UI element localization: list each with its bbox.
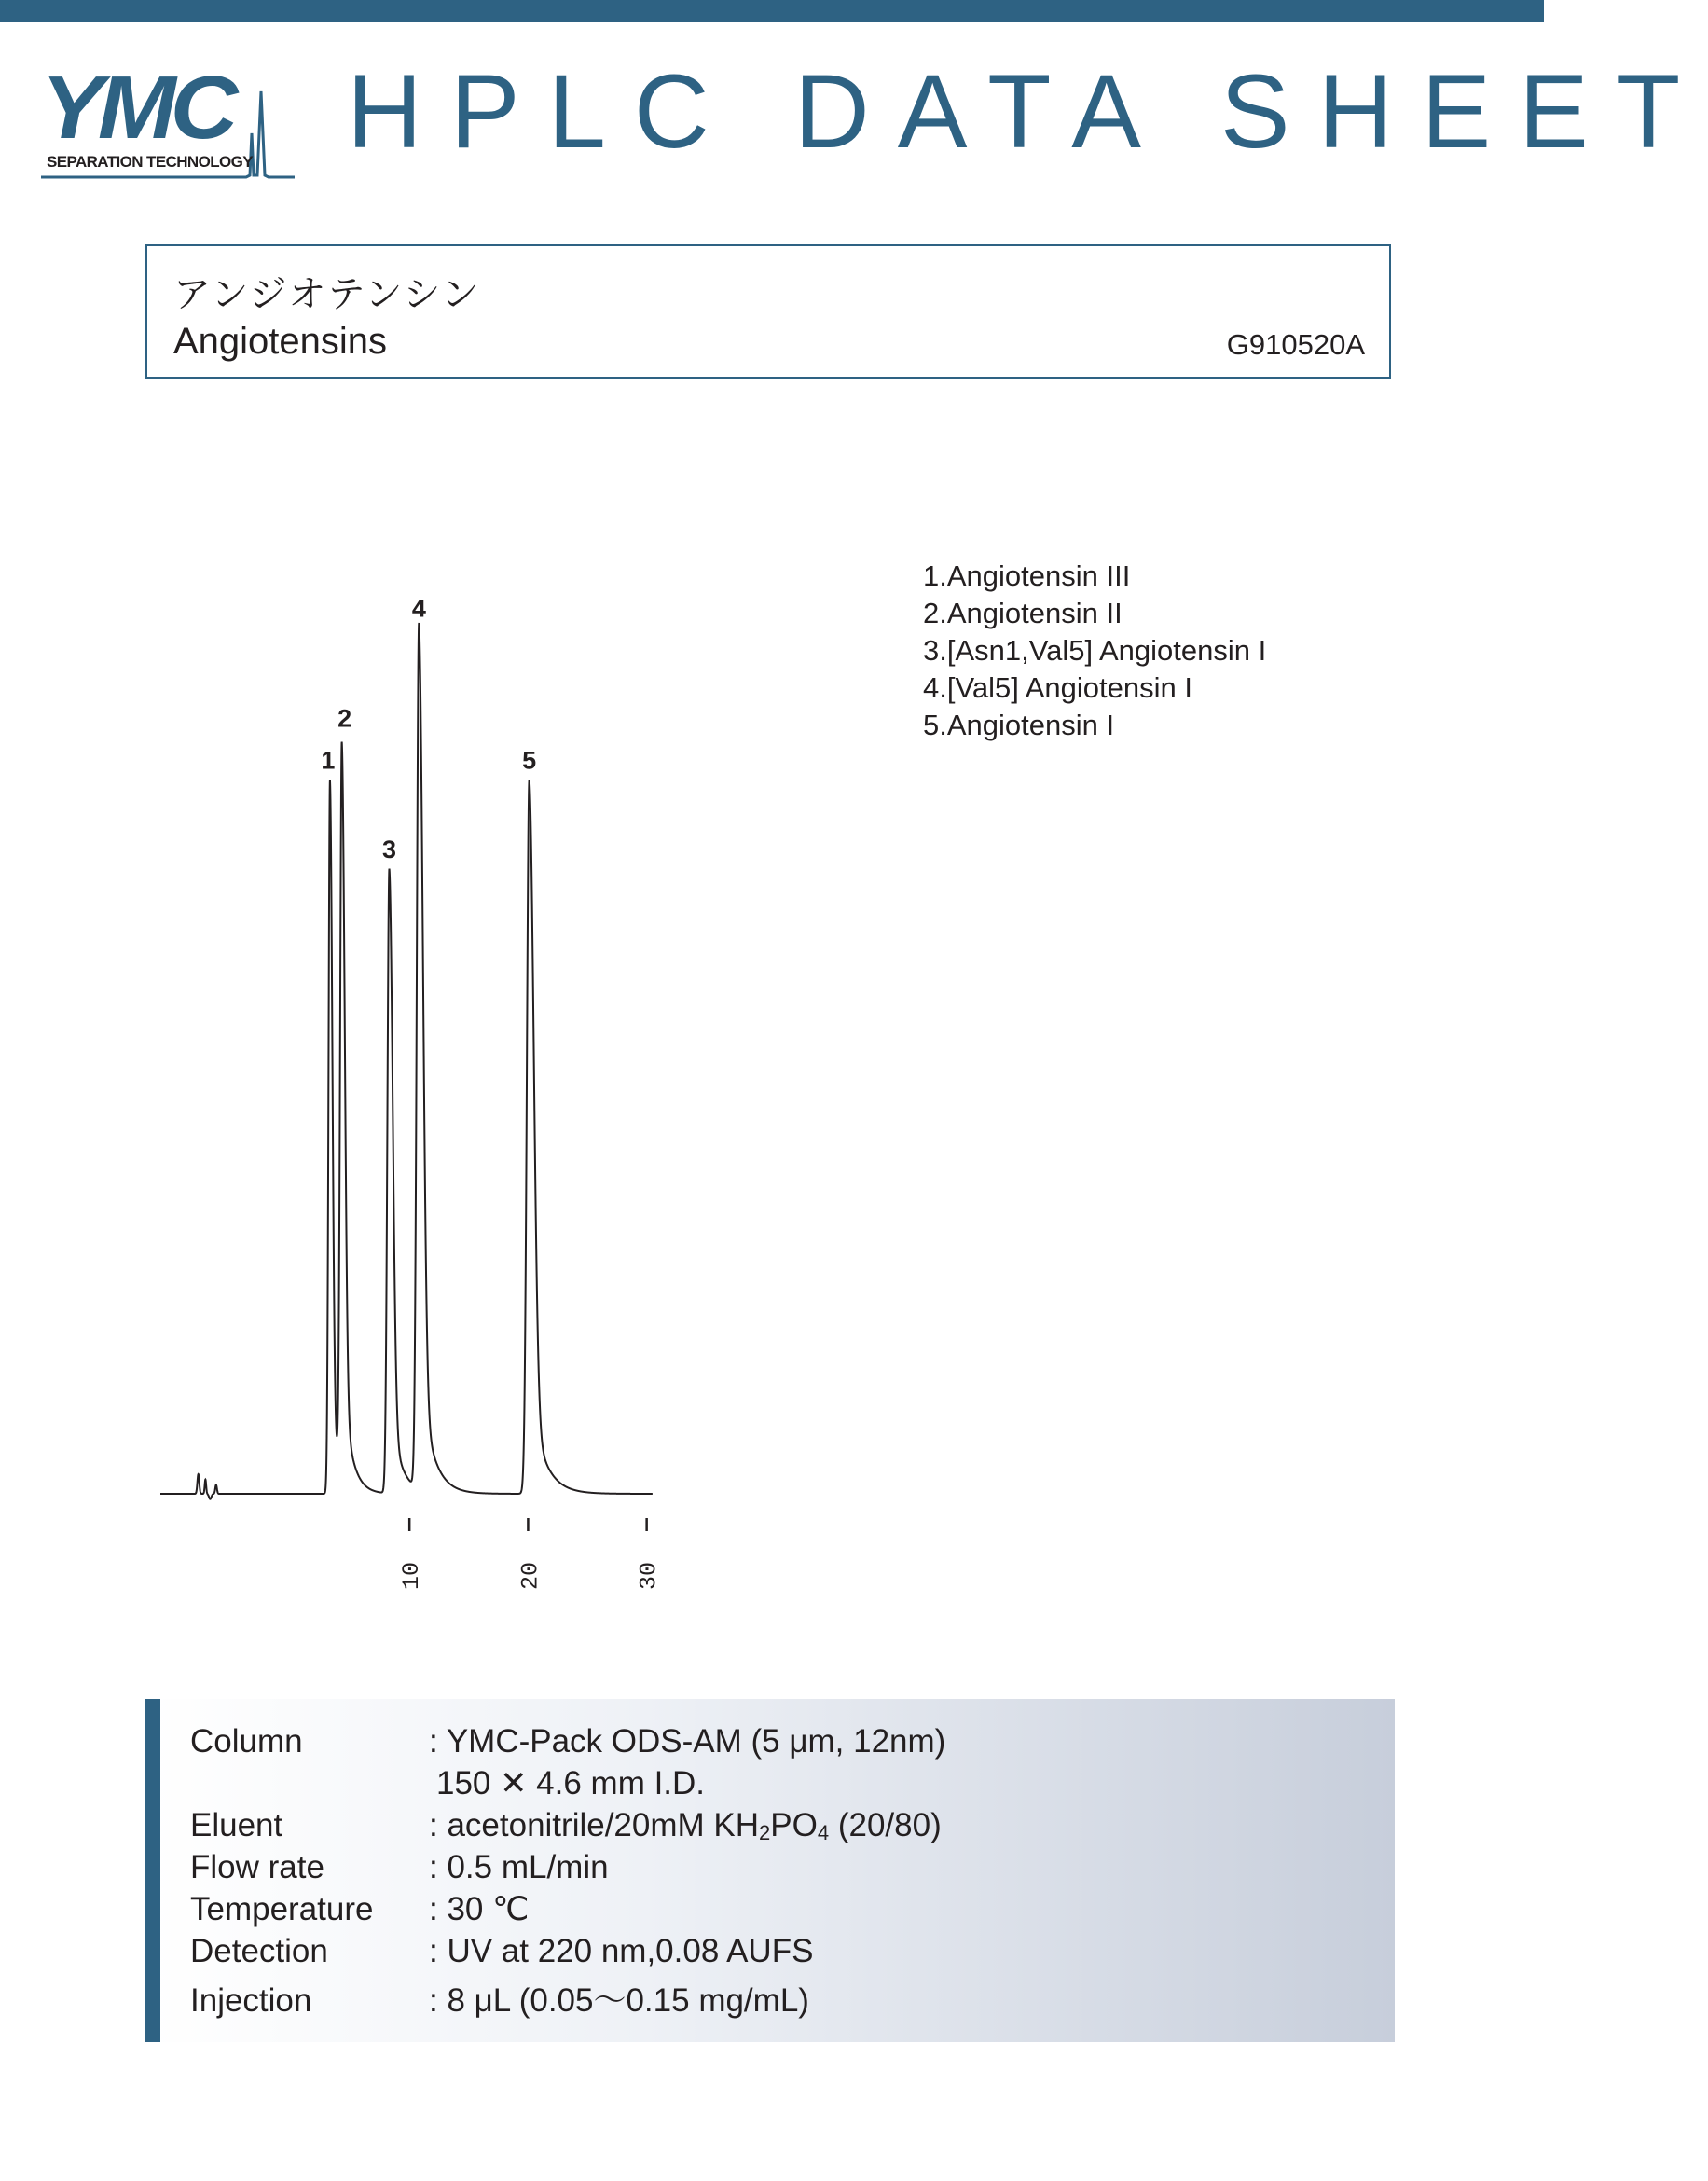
conditions-accent [145,1699,160,2042]
peak-label-4: 4 [411,594,426,623]
condition-row-column [190,1723,945,1760]
eluent-part: (20/80) [829,1807,942,1843]
eluent-part: : acetonitrile/20mM KH [429,1807,760,1843]
condition-label: Detection [190,1933,328,1969]
condition-value: : YMC-Pack ODS-AM (5 μm, 12nm) [429,1723,946,1760]
peak-label-2: 2 [337,704,352,733]
condition-row-temperature [190,1891,529,1928]
peak-label-3: 3 [382,835,397,864]
compound-name-jp: アンジオテンシン [173,273,481,316]
condition-row-flow-rate [190,1849,609,1886]
condition-label: Column [190,1723,303,1760]
logo-text: YMC [41,58,233,158]
logo-subtitle: SEPARATION TECHNOLOGY [47,153,254,171]
conditions-panel [145,1699,1395,2042]
legend-item: 3.[Asn1,Val5] Angiotensin I [923,634,1267,667]
legend-item: 4.[Val5] Angiotensin I [923,671,1192,704]
condition-value: : 30 ℃ [429,1891,530,1927]
sheet-title: HPLC DATA SHEET [347,53,1708,170]
axis-tick-label: 10 [398,1561,426,1591]
legend-item: 1.Angiotensin III [923,559,1131,592]
column-dimensions: 150 ✕ 4.6 mm I.D. [436,1765,706,1801]
eluent-subscript: 4 [817,1821,830,1844]
compound-name-en: Angiotensins [173,321,388,362]
condition-label: Flow rate [190,1849,324,1885]
condition-row-eluent [190,1807,942,1845]
peak-label-1: 1 [321,746,336,775]
peak-label-5: 5 [522,746,537,775]
condition-row-detection [190,1933,813,1970]
condition-row-injection [190,1975,809,2022]
legend-item: 5.Angiotensin I [923,709,1115,741]
chromatogram-trace [160,623,653,1499]
legend-item: 2.Angiotensin II [923,597,1123,629]
condition-value: : 8 μL (0.05～0.15 mg/mL) [429,1982,809,2019]
condition-label: Temperature [190,1891,374,1927]
condition-value: : 0.5 mL/min [429,1849,609,1885]
axis-tick-label: 30 [635,1561,663,1591]
axis-tick-label: 20 [517,1561,544,1591]
sheet-code: G910520A [1226,328,1365,361]
eluent-subscript: 2 [759,1821,771,1844]
eluent-part: PO [770,1807,818,1843]
condition-label: Injection [190,1982,312,2019]
condition-value: : UV at 220 nm,0.08 AUFS [429,1933,814,1969]
condition-value [429,1807,942,1845]
condition-label: Eluent [190,1807,283,1843]
